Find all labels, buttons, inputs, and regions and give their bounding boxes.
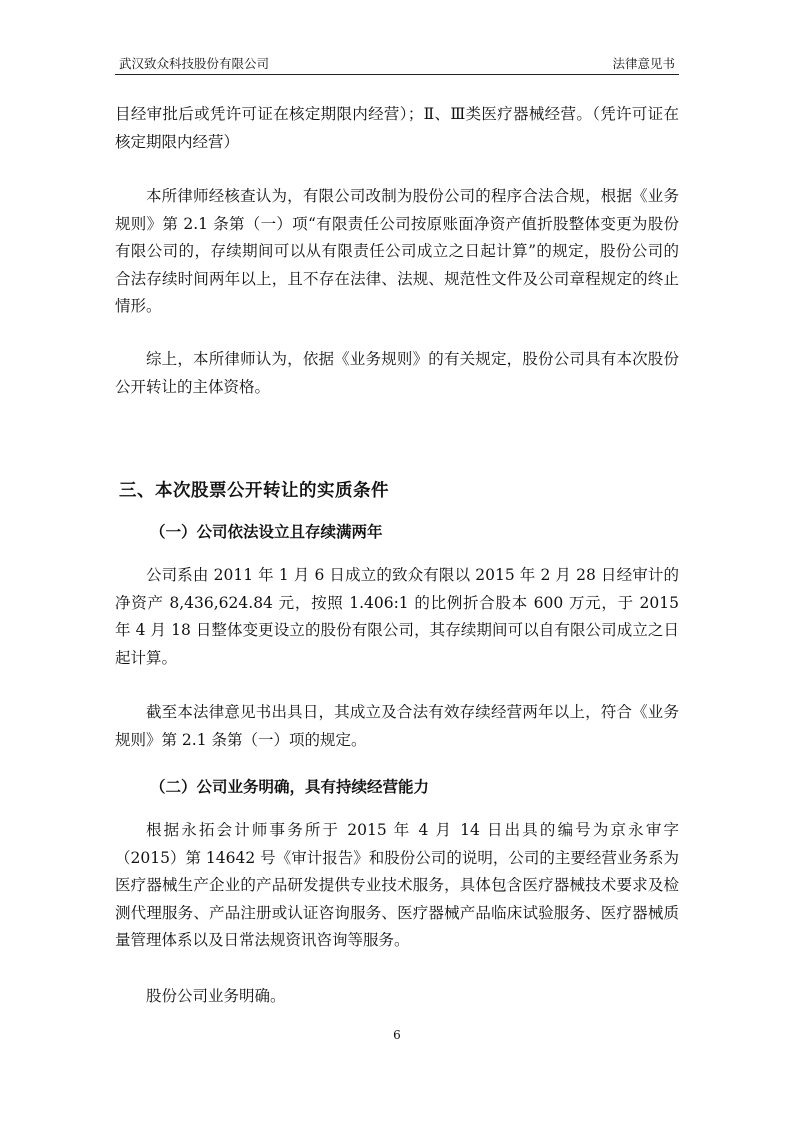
section-heading-3: 三、本次股票公开转让的实质条件 [119, 481, 389, 501]
page-number: 6 [393, 1028, 401, 1042]
page-header [115, 52, 679, 75]
paragraph-restructuring-opinion: 本所律师经核查认为，有限公司改制为股份公司的程序合法合规，根据《业务规则》第 2.1 条第（一）项“有限责任公司按原账面净资产值折股整体变更为股份有限公司的，存续期间可以从有限责任公司成立之日起计算”的规定，股份公司的合法存续时间两年以上，且不存在法律、法规、规范性文件及公司章程规定的终止情形。 [115, 187, 679, 315]
paragraph-business-clear: 股份公司业务明确。 [146, 987, 286, 1005]
paragraph-existence-duration: 截至本法律意见书出具日，其成立及合法有效存续经营两年以上，符合《业务规则》第 2.1 条第（一）项的规定。 [115, 703, 679, 749]
header-document-type: 法律意见书 [612, 56, 675, 71]
subsection-heading-2: （二）公司业务明确，具有持续经营能力 [150, 778, 430, 796]
header-company-name: 武汉致众科技股份有限公司 [119, 56, 270, 71]
paragraph-business-scope-continued: 目经审批后或凭许可证在核定期限内经营）；Ⅱ、Ⅲ类医疗器械经营。（凭许可证在核定期限内经营） [115, 105, 679, 151]
paragraph-establishment: 公司系由 2011 年 1 月 6 日成立的致众有限以 2015 年 2 月 28 日经审计的净资产 8,436,624.84 元，按照 1.406:1 的比例折合股本 600 万元，于 2015 年 4 月 18 日整体变更设立的股份有限公司，其存续期间可以自有限公司成立之日起计算。 [115, 566, 679, 667]
subsection-heading-1: （一）公司依法设立且存续满两年 [150, 523, 383, 541]
paragraph-conclusion: 综上，本所律师认为，依据《业务规则》的有关规定，股份公司具有本次股份公开转让的主体资格。 [115, 350, 679, 396]
paragraph-business-description: 根据永拓会计师事务所于 2015 年 4 月 14 日出具的编号为京永审字（2015）第 14642 号《审计报告》和股份公司的说明，公司的主要经营业务系为医疗器械生产企业的产品研发提供专业技术服务，具体包含医疗器械技术要求及检测代理服务、产品注册或认证咨询服务、医疗器械产品临床试验服务、医疗器械质量管理体系以及日常法规资讯咨询等服务。 [115, 821, 679, 949]
